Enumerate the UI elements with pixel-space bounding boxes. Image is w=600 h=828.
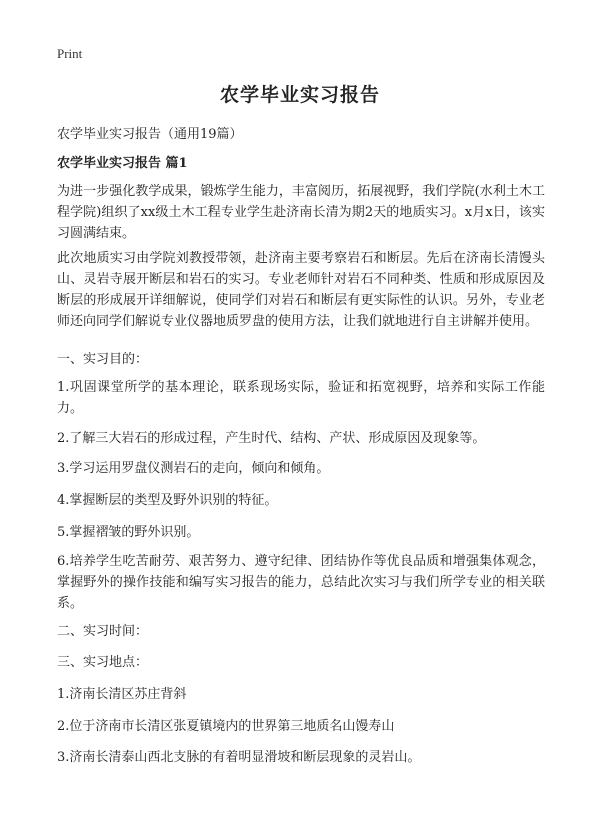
paragraph-intro: 为进一步强化教学成果，锻炼学生能力，丰富阅历，拓展视野，我们学院(水利土木工程学院)组织了xx级土木工程专业学生赴济南长清为期2天的地质实习。x月x日，该实习圆满结束。 <box>57 184 545 241</box>
list-item-location-1: 1.济南长清区苏庄背斜 <box>57 687 187 702</box>
heading-time: 二、实习时间： <box>57 624 149 639</box>
list-item-purpose-6: 6.培养学生吃苦耐劳、艰苦努力、遵守纪律、团结协作等优良品质和增强集体观念，掌握野外的操作技能和编写实习报告的能力，总结此次实习与我们所学专业的相关联系。 <box>57 554 545 611</box>
heading-location: 三、实习地点： <box>57 655 149 670</box>
list-item-location-3: 3.济南长清泰山西北支脉的有着明显滑坡和断层现象的灵岩山。 <box>57 750 421 765</box>
print-label[interactable]: Print <box>57 46 83 61</box>
list-item-purpose-2: 2.了解三大岩石的形成过程，产生时代、结构、产状、形成原因及现象等。 <box>57 431 486 446</box>
page-title: 农学毕业实习报告 <box>219 84 380 106</box>
list-item-purpose-5: 5.掌握褶皱的野外识别。 <box>57 525 200 540</box>
paragraph-overview: 此次地质实习由学院刘教授带领，赴济南主要考察岩石和断层。先后在济南长清馒头山、灵岩寺展开断层和岩石的实习。专业老师针对岩石不同种类、性质和形成原因及断层的形成展开详细解说，使同学们对岩石和断层有更实际性的认识。另外，专业老师还向同学们解说专业仪器地质罗盘的使用方法，让我们就地进行自主讲解并使用。 <box>57 251 545 329</box>
heading-purpose: 一、实习目的： <box>57 352 149 367</box>
list-item-purpose-4: 4.掌握断层的类型及野外识别的特征。 <box>57 493 278 508</box>
section-title: 农学毕业实习报告 篇1 <box>57 156 188 171</box>
list-item-purpose-3: 3.学习运用罗盘仪测岩石的走向，倾向和倾角。 <box>57 461 330 476</box>
document-subtitle: 农学毕业实习报告（通用19篇） <box>57 127 243 142</box>
list-item-purpose-1: 1.巩固课堂所学的基本理论，联系现场实际，验证和拓宽视野，培养和实际工作能力。 <box>57 380 545 416</box>
list-item-location-2: 2.位于济南市长清区张夏镇境内的世界第三地质名山馒寿山 <box>57 719 395 734</box>
